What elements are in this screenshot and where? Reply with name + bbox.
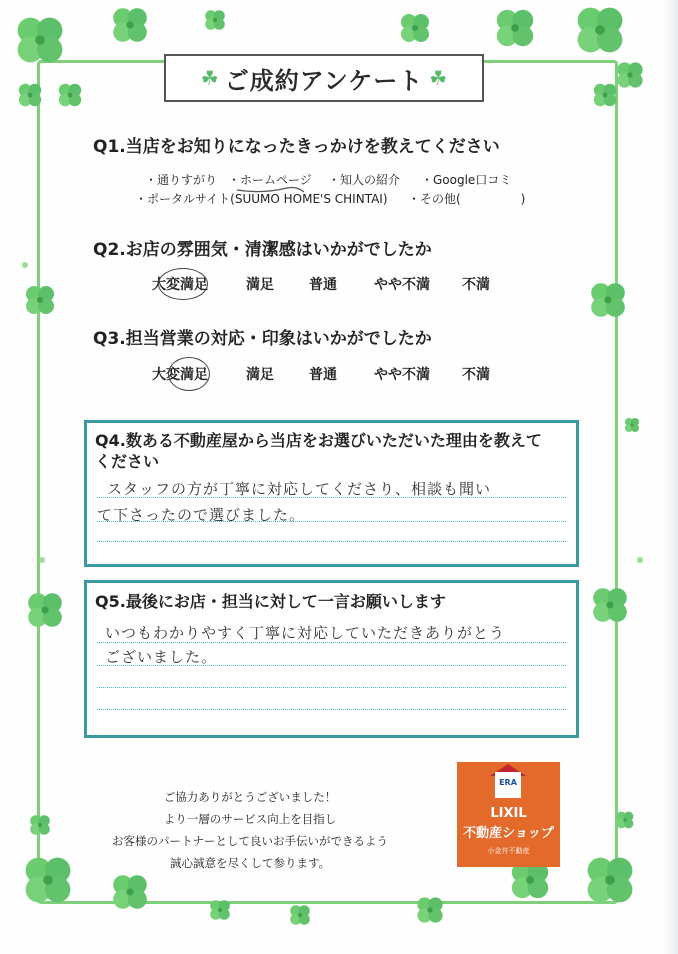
clover-icon: ☘	[429, 66, 448, 90]
q4-answer-line	[97, 521, 566, 522]
q4-answer-line	[97, 541, 566, 542]
thank-you-line: より一層のサービス向上を目指し	[163, 812, 337, 826]
q1-option: ・ポータルサイト(SUUMO HOME'S CHINTAI)	[135, 192, 388, 206]
thank-you-line: お客様のパートナーとして良いお手伝いができるよう	[112, 834, 388, 848]
q5-answer-line	[97, 687, 566, 688]
q1-option: ・その他( )	[408, 192, 526, 206]
q2-rating-option: 不満	[462, 277, 490, 293]
q5-answer-line	[97, 642, 566, 643]
q3-selected-circle	[168, 357, 210, 391]
q4-answer-line	[97, 497, 566, 498]
q5-handwritten-answer: いつもわかりやすく丁寧に対応していただきありがとう	[105, 624, 506, 642]
q3-question: Q3.担当営業の対応・印象はいかがでしたか	[93, 329, 432, 349]
q2-rating-option: 大変満足	[152, 277, 208, 293]
q5-handwritten-answer: ございました。	[105, 648, 218, 666]
logo-subtitle: 小金井不動産	[487, 847, 530, 855]
q4-handwritten-answer: スタッフの方が丁寧に対応してくださり、相談も聞い	[107, 480, 492, 498]
lixil-shop-logo	[457, 762, 560, 867]
q2-rating-option: 満足	[246, 277, 274, 293]
era-mark: ERA	[499, 778, 517, 787]
q3-rating-option: 不満	[462, 367, 490, 383]
q3-rating-option: 大変満足	[152, 367, 208, 383]
thank-you-line: 誠心誠意を尽くして参ります。	[169, 856, 331, 870]
q1-handwritten-underline	[232, 180, 312, 200]
q2-rating-option: やや不満	[374, 277, 430, 293]
q1-option: ・Google口コミ	[421, 173, 512, 187]
q3-rating-option: 満足	[246, 367, 274, 383]
q2-selected-circle	[158, 268, 208, 300]
q1-option: ・知人の紹介	[328, 173, 401, 187]
q4-answer-box	[84, 420, 579, 567]
logo-shop-name: 不動産ショップ	[463, 826, 554, 841]
thank-you-message	[100, 786, 400, 874]
q5-answer-line	[97, 665, 566, 666]
survey-title-box	[164, 54, 484, 102]
thank-you-line: ご協力ありがとうございました！	[163, 790, 337, 804]
q3-rating-option: 普通	[309, 367, 337, 383]
survey-title: ご成約アンケート	[224, 66, 424, 95]
q4-handwritten-answer: て下さったので選びました。	[97, 506, 306, 524]
q3-rating-option: やや不満	[374, 367, 430, 383]
q5-question: Q5.最後にお店・担当に対して一言お願いします	[95, 592, 446, 611]
q4-question-line1: Q4.数ある不動産屋から当店をお選びいただいた理由を教えて	[95, 431, 542, 450]
q2-question: Q2.お店の雰囲気・清潔感はいかがでしたか	[93, 240, 432, 260]
clover-icon: ☘	[200, 66, 219, 90]
q1-question: Q1.当店をお知りになったきっかけを教えてください	[93, 137, 500, 157]
q1-option: ・通りすがり	[145, 173, 218, 187]
q2-rating-option: 普通	[309, 277, 337, 293]
q5-answer-box	[84, 580, 579, 738]
q5-answer-line	[97, 709, 566, 710]
q1-option: ・ホームページ	[228, 173, 312, 187]
q4-question-line2: ください	[95, 452, 160, 471]
logo-brand: LIXIL	[490, 806, 527, 821]
